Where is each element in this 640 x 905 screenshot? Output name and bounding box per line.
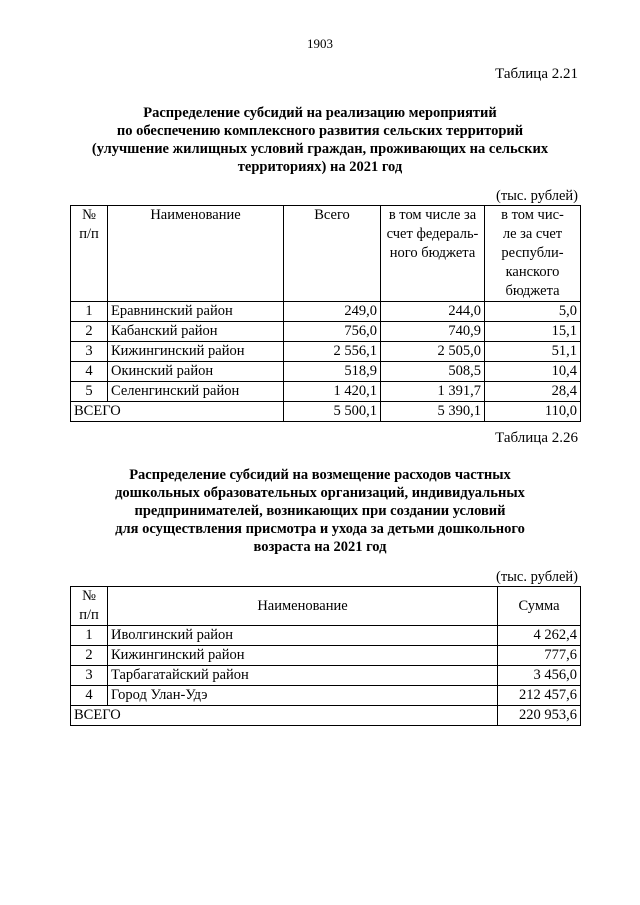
header-name: Наименование	[108, 587, 498, 626]
total-republic: 110,0	[485, 402, 581, 422]
table-row	[71, 302, 581, 322]
table-row	[71, 686, 581, 706]
cell-num: 3	[71, 666, 108, 686]
header-federal-line: в том числе за	[388, 207, 477, 223]
cell-federal: 1 391,7	[381, 382, 485, 402]
cell-name: Окинский район	[108, 362, 284, 382]
cell-name: Кижингинский район	[108, 646, 498, 666]
header-republic	[485, 206, 581, 302]
header-republic-line: бюджета	[505, 283, 560, 299]
cell-sum: 212 457,6	[498, 686, 581, 706]
cell-num: 1	[71, 626, 108, 646]
header-federal-line: счет федераль-	[386, 226, 479, 242]
header-num	[71, 587, 108, 626]
table2-header-row	[71, 587, 581, 626]
cell-name: Селенгинский район	[108, 382, 284, 402]
table2-title	[60, 466, 580, 556]
header-num-line: №	[82, 588, 96, 604]
cell-name: Город Улан-Удэ	[108, 686, 498, 706]
table-row	[71, 322, 581, 342]
cell-republic: 51,1	[485, 342, 581, 362]
table1-title-line: по обеспечению комплексного развития сельских территорий	[116, 123, 524, 139]
cell-num: 4	[71, 686, 108, 706]
table2-title-line: возраста на 2021 год	[253, 539, 387, 555]
header-total: Всего	[284, 206, 381, 302]
header-sum: Сумма	[498, 587, 581, 626]
cell-sum: 3 456,0	[498, 666, 581, 686]
total-federal: 5 390,1	[381, 402, 485, 422]
header-name: Наименование	[108, 206, 284, 302]
table-row	[71, 646, 581, 666]
table2	[70, 586, 581, 726]
cell-federal: 508,5	[381, 362, 485, 382]
cell-num: 2	[71, 322, 108, 342]
table-row	[71, 666, 581, 686]
table2-title-line: для осуществления присмотра и ухода за детьми дошкольного	[115, 521, 525, 537]
cell-num: 5	[71, 382, 108, 402]
cell-num: 1	[71, 302, 108, 322]
header-num-line: №	[82, 207, 96, 223]
table2-total-row	[71, 706, 581, 726]
total-sum: 220 953,6	[498, 706, 581, 726]
cell-sum: 4 262,4	[498, 626, 581, 646]
table1-total-row	[71, 402, 581, 422]
cell-name: Еравнинский район	[108, 302, 284, 322]
cell-num: 2	[71, 646, 108, 666]
cell-name: Тарбагатайский район	[108, 666, 498, 686]
table2-title-line: дошкольных образовательных организаций, индивидуальных	[115, 485, 525, 501]
table-label-2-26: Таблица 2.26	[495, 430, 578, 446]
cell-republic: 10,4	[485, 362, 581, 382]
header-republic-line: в том чис-	[501, 207, 564, 223]
table1-title-line: Распределение субсидий на реализацию мероприятий	[143, 105, 497, 121]
cell-total: 249,0	[284, 302, 381, 322]
header-num-line: п/п	[79, 607, 99, 623]
cell-name: Кижингинский район	[108, 342, 284, 362]
table-row	[71, 342, 581, 362]
header-num	[71, 206, 108, 302]
cell-total: 1 420,1	[284, 382, 381, 402]
table1-title	[60, 104, 580, 176]
header-republic-line: ле за счет	[502, 226, 563, 242]
cell-republic: 15,1	[485, 322, 581, 342]
table2-units: (тыс. рублей)	[496, 569, 578, 585]
header-federal	[381, 206, 485, 302]
table-label-2-21: Таблица 2.21	[495, 66, 578, 82]
table1-title-line: территориях) на 2021 год	[237, 159, 403, 175]
table-row	[71, 382, 581, 402]
header-republic-line: республи-	[501, 245, 564, 261]
total-label: ВСЕГО	[71, 706, 498, 726]
table1-header-row	[71, 206, 581, 302]
header-num-line: п/п	[79, 226, 99, 242]
table1	[70, 205, 581, 422]
page-number: 1903	[307, 36, 333, 51]
total-label: ВСЕГО	[71, 402, 284, 422]
cell-sum: 777,6	[498, 646, 581, 666]
table2-title-line: Распределение субсидий на возмещение расходов частных	[129, 467, 511, 483]
table-row	[71, 362, 581, 382]
header-federal-line: ного бюджета	[389, 245, 476, 261]
cell-republic: 28,4	[485, 382, 581, 402]
cell-republic: 5,0	[485, 302, 581, 322]
cell-total: 518,9	[284, 362, 381, 382]
cell-total: 2 556,1	[284, 342, 381, 362]
cell-name: Кабанский район	[108, 322, 284, 342]
cell-num: 4	[71, 362, 108, 382]
total-total: 5 500,1	[284, 402, 381, 422]
cell-num: 3	[71, 342, 108, 362]
table1-units: (тыс. рублей)	[496, 188, 578, 204]
cell-total: 756,0	[284, 322, 381, 342]
cell-federal: 740,9	[381, 322, 485, 342]
header-republic-line: канского	[505, 264, 560, 280]
table-row	[71, 626, 581, 646]
table1-title-line: (улучшение жилищных условий граждан, проживающих на сельских	[91, 141, 549, 157]
cell-name: Иволгинский район	[108, 626, 498, 646]
cell-federal: 2 505,0	[381, 342, 485, 362]
table2-title-line: предпринимателей, возникающих при создании условий	[134, 503, 506, 519]
cell-federal: 244,0	[381, 302, 485, 322]
